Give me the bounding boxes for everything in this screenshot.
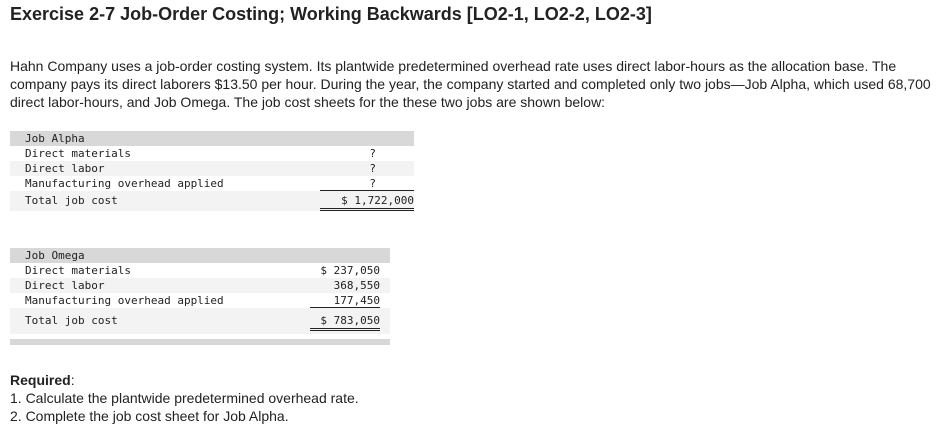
direct-materials-value: $ 237,050: [320, 264, 380, 277]
table-row: [10, 191, 414, 211]
required-colon: :: [70, 372, 75, 388]
direct-materials-label: Direct materials: [25, 147, 131, 160]
job-omega-header-row: [10, 248, 390, 263]
overhead-applied-label: Manufacturing overhead applied: [25, 177, 224, 190]
required-item-2: 2. Complete the job cost sheet for Job Alpha.: [10, 408, 289, 424]
direct-labor-value: ?: [369, 162, 376, 175]
direct-labor-label: Direct labor: [25, 279, 105, 292]
table-row: [10, 278, 390, 293]
total-job-cost-value: $ 1,722,000: [320, 193, 414, 211]
direct-labor-value: 368,550: [333, 279, 380, 292]
table-row: [10, 146, 414, 161]
required-item-1: 1. Calculate the plantwide predetermined overhead rate.: [10, 390, 359, 406]
job-omega-header: Job Omega: [25, 249, 85, 262]
table-row: [10, 293, 390, 308]
table-row: [10, 308, 390, 334]
direct-materials-value: ?: [369, 147, 376, 160]
table-footer-bar: [10, 339, 390, 345]
job-omega-cost-sheet: [10, 248, 390, 334]
total-job-cost-label: Total job cost: [25, 314, 118, 327]
job-alpha-header-row: [10, 131, 414, 146]
overhead-applied-value: 177,450: [333, 294, 380, 307]
direct-materials-label: Direct materials: [25, 264, 131, 277]
problem-description: Hahn Company uses a job-order costing system. Its plantwide predetermined overhead rate uses direct labor-hours as the allocation base. The company pays its direct laborers $13.50 per hour. During the year, the company started and completed only two jobs—Job Alpha, which used 68,700 direct labor-hours, and Job Omega. The job cost sheets for the these two jobs are shown below:: [10, 58, 931, 110]
total-job-cost-value: $ 783,050: [310, 313, 380, 331]
table-row: [10, 161, 414, 176]
required-section: [10, 371, 359, 425]
job-alpha-header: Job Alpha: [25, 132, 85, 145]
job-alpha-cost-sheet: [10, 131, 414, 211]
page-title: Exercise 2-7 Job-Order Costing; Working Backwards [LO2-1, LO2-2, LO2-3]: [10, 4, 652, 24]
total-job-cost-label: Total job cost: [25, 194, 118, 207]
direct-labor-label: Direct labor: [25, 162, 105, 175]
table-row: [10, 263, 390, 278]
required-heading: Required: [10, 372, 71, 388]
overhead-applied-label: Manufacturing overhead applied: [25, 294, 224, 307]
overhead-applied-value: ?: [369, 177, 376, 190]
table-row: [10, 176, 414, 191]
